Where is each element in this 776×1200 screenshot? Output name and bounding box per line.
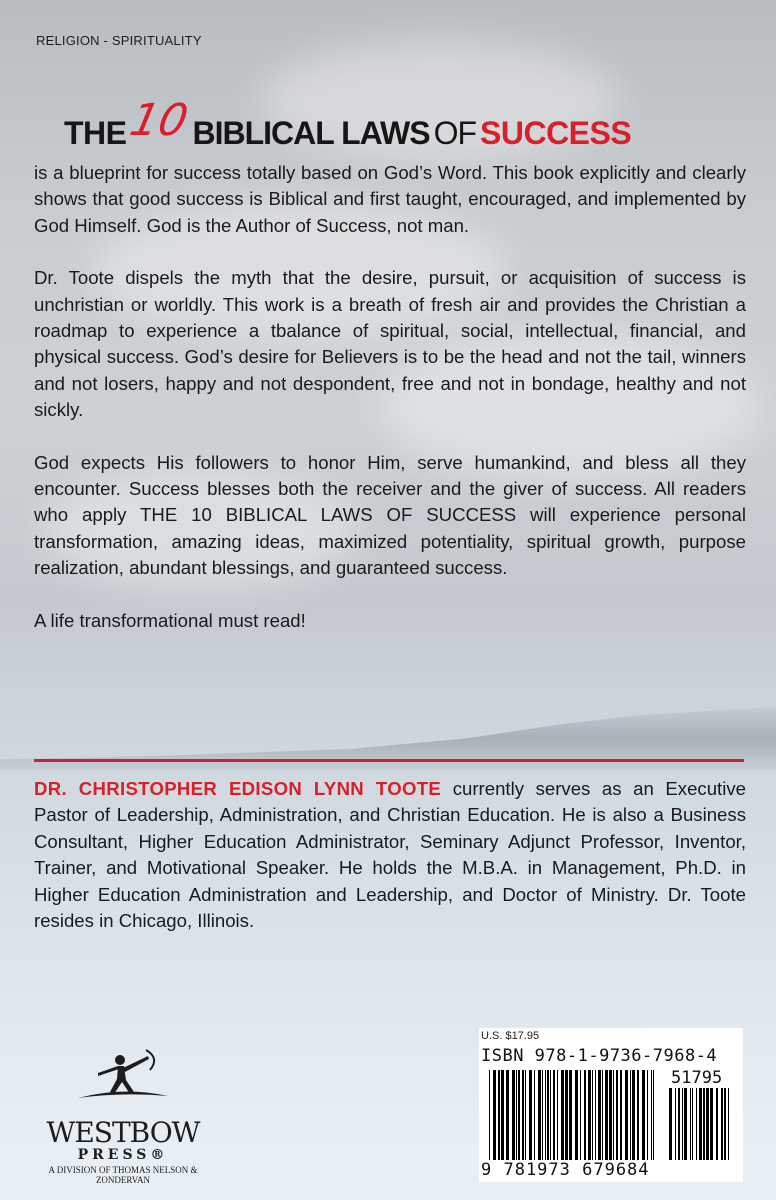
section-divider xyxy=(34,759,744,762)
barcode-bar xyxy=(684,1088,687,1160)
barcode-bar xyxy=(584,1070,586,1160)
barcode-bar xyxy=(569,1070,572,1160)
barcode-bar xyxy=(501,1070,504,1160)
barcode-bar xyxy=(637,1070,639,1160)
author-bio-text: currently serves as an Executive Pastor of Leadership, Administration, and Christian Education. He is also a Business Consultant, Higher Education Administrator, Seminary Adjunct Professor, Inventor, Trainer, and Motivational Speaker. He holds the M.B.A. in Management, Ph.D. in Higher Education Administration and Leadership, and Doctor of Ministry. Dr. Toote resides in Chicago, Illinois. xyxy=(34,778,746,932)
barcode-bar xyxy=(642,1070,645,1160)
barcode-bar xyxy=(512,1070,515,1160)
barcode-bar xyxy=(506,1070,509,1160)
barcode-bar xyxy=(728,1088,729,1160)
barcode-bar xyxy=(493,1070,496,1160)
isbn: ISBN 978-1-9736-7968-4 xyxy=(481,1046,718,1066)
description-paragraph: is a blueprint for success totally based on God’s Word. This book explicitly and clearly shows that good success is Biblical and first taught, encouraged, and implemented by God Himself. God is the Author of Success, not man. xyxy=(34,162,746,236)
title-biblical-laws: BIBLICAL LAWS xyxy=(192,115,430,151)
barcode-bar xyxy=(518,1070,520,1160)
barcode-bar xyxy=(489,1070,490,1160)
barcode xyxy=(479,1028,743,1182)
barcode-bar xyxy=(651,1070,652,1160)
barcode-bar xyxy=(498,1070,500,1160)
barcode-bar xyxy=(592,1070,593,1160)
barcode-bar xyxy=(706,1088,709,1160)
barcode-bar xyxy=(682,1088,683,1160)
publisher-press: PRESS® xyxy=(77,1147,169,1163)
barcode-bar xyxy=(565,1070,568,1160)
barcode-bar xyxy=(553,1070,555,1160)
barcode-bar xyxy=(690,1088,691,1160)
supplement-barcode-bars xyxy=(669,1088,733,1160)
barcode-bar xyxy=(696,1088,697,1160)
barcode-bar xyxy=(625,1070,628,1160)
barcode-bar xyxy=(595,1070,596,1160)
publisher-division: A DIVISION OF THOMAS NELSON & ZONDERVAN xyxy=(48,1165,198,1185)
publisher-logo xyxy=(28,1048,218,1185)
barcode-bar xyxy=(538,1070,541,1160)
barcode-bar xyxy=(545,1070,546,1160)
barcode-bar xyxy=(605,1070,608,1160)
ean-number: 9 781973 679684 xyxy=(481,1160,650,1180)
barcode-bar xyxy=(547,1070,549,1160)
barcode-bar xyxy=(534,1070,535,1160)
publisher-name: WESTBOW xyxy=(46,1116,200,1149)
barcode-bar xyxy=(557,1070,558,1160)
barcode-bar xyxy=(716,1088,718,1160)
author-bio xyxy=(34,776,746,934)
barcode-bar xyxy=(550,1070,551,1160)
barcode-bar xyxy=(580,1070,581,1160)
category-label: RELIGION - SPIRITUALITY xyxy=(36,33,202,48)
ean-barcode-bars xyxy=(489,1070,659,1160)
title-of: OF xyxy=(433,115,476,151)
title-the: THE xyxy=(64,115,127,151)
description-paragraph: God expects His followers to honor Him, serve humankind, and bless all they encounter. Success blesses both the receiver and the giver of success. All readers who apply THE 10 BIBLICAL LAWS OF SUCCESS will experience personal transformation, amazing ideas, maximized potentiality, spiritual growth, purpose realization, abundant blessings, and guaranteed success. xyxy=(34,451,746,579)
author-name: DR. CHRISTOPHER EDISON LYNN TOOTE xyxy=(34,778,442,799)
barcode-bar xyxy=(647,1070,648,1160)
barcode-bar xyxy=(669,1088,672,1160)
barcode-bar xyxy=(588,1070,591,1160)
barcode-bar xyxy=(620,1070,622,1160)
barcode-bar xyxy=(678,1088,680,1160)
barcode-bar xyxy=(525,1070,526,1160)
barcode-bar xyxy=(721,1088,723,1160)
barcode-bar xyxy=(602,1070,603,1160)
barcode-bar xyxy=(724,1088,726,1160)
title-success: SUCCESS xyxy=(480,115,632,151)
barcode-bar xyxy=(575,1070,578,1160)
description-paragraph: A life transformational must read! xyxy=(34,609,306,631)
warrior-archer-icon xyxy=(68,1048,178,1110)
title-number: 10 xyxy=(125,95,192,146)
price: U.S. $17.95 xyxy=(481,1030,540,1042)
barcode-bar xyxy=(692,1088,693,1160)
barcode-bar xyxy=(703,1088,705,1160)
barcode-bar xyxy=(699,1088,702,1160)
barcode-bar xyxy=(542,1070,543,1160)
barcode-bar xyxy=(516,1070,517,1160)
barcode-bar xyxy=(710,1088,713,1160)
barcode-bar xyxy=(598,1070,601,1160)
barcode-bar xyxy=(522,1070,524,1160)
barcode-bar xyxy=(632,1070,635,1160)
barcode-bar xyxy=(561,1070,564,1160)
barcode-bar xyxy=(609,1070,612,1160)
book-title xyxy=(64,92,744,152)
description xyxy=(34,160,746,660)
supplement-number: 51795 xyxy=(671,1068,723,1088)
barcode-bar xyxy=(630,1070,631,1160)
barcode-bar xyxy=(675,1088,676,1160)
barcode-bar xyxy=(616,1070,618,1160)
barcode-bar xyxy=(653,1070,654,1160)
barcode-bar xyxy=(529,1070,532,1160)
barcode-bar xyxy=(613,1070,614,1160)
description-paragraph: Dr. Toote dispels the myth that the desire, pursuit, or acquisition of success is unchristian or worldly. This work is a breath of fresh air and provides the Christian a roadmap to experience a tbalance of spiritual, social, intellectual, financial, and physical success. God’s desire for Believers is to be the head and not the tail, winners and not losers, happy and not despondent, free and not in bondage, healthy and not sickly. xyxy=(34,267,746,421)
